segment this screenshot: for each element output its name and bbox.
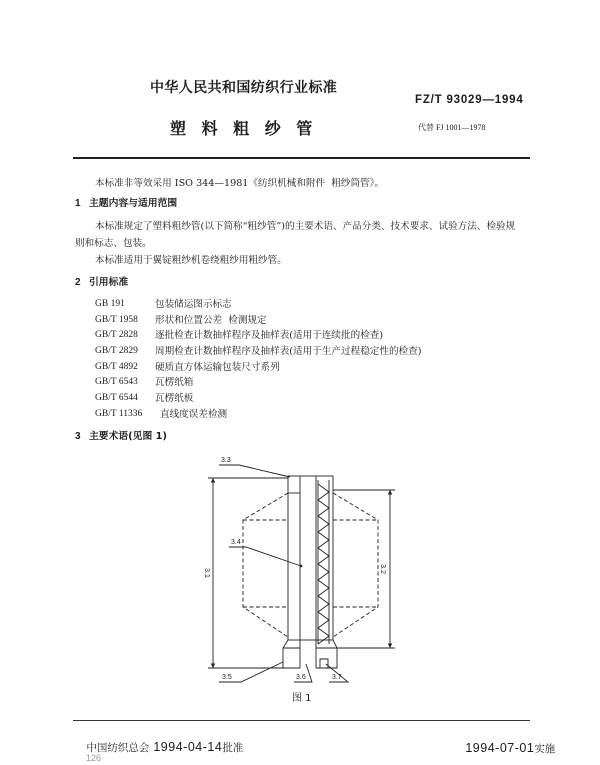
reference-list [95,300,422,426]
org-title: 中华人民共和国纺织行业标准 [150,80,338,96]
leader-3-4-dot [300,565,303,568]
hatch-zigzag [318,484,329,644]
footer-rule [73,720,530,721]
section-3-title: 主要术语(见图 1) [89,431,167,442]
section-1-title: 主题内容与适用范围 [89,198,178,209]
reference-title: 瓦楞纸板 [155,393,194,405]
roving-outline [243,493,378,637]
approver-org: 中国纺织总会 [86,741,150,754]
label-3-6: 3.6 [296,674,306,681]
roving-left-outline [243,493,288,637]
tube-base [283,640,337,668]
reference-item [95,378,422,394]
reference-code: GB/T 11336 [95,408,143,419]
section-3-number: 3 [75,431,81,442]
tube-body [288,476,333,668]
reference-item [95,410,422,426]
bobbin-figure [200,450,410,690]
effective-date: 1994-07-01 [465,740,535,755]
reference-item [95,331,422,347]
section-1-number: 1 [75,198,81,209]
reference-code: GB/T 6544 [95,393,138,404]
reference-code: GB/T 6543 [95,377,138,388]
section-2-number: 2 [75,277,81,288]
reference-item [95,300,422,316]
intro-paragraph: 本标准非等效采用 ISO 344—1981《纺织机械和附件 粗纱筒管》。 [95,178,385,189]
approval-date: 1994-04-14 [153,739,223,754]
figure-caption: 图 1 [292,693,312,704]
document-title: 塑 料 粗 纱 管 [170,119,318,138]
reference-code: GB/T 2828 [95,330,138,341]
page-number: 126 [86,753,102,763]
reference-code: GB 191 [95,299,125,309]
section-1-para-1-line-1: 本标准规定了塑料粗纱管(以下简称“粗纱管”)的主要术语、产品分类、技术要求、试验方法、检验规 [95,221,516,232]
base-right-wall [316,640,337,668]
label-3-3: 3.3 [221,457,231,464]
reference-code: GB/T 4892 [95,361,138,372]
reference-title: 形状和位置公差 检测规定 [155,314,267,326]
reference-code: GB/T 1958 [95,314,138,325]
tube-wall-hatching [318,480,329,644]
label-3-2: 3.2 [379,564,386,574]
label-3-7: 3.7 [332,674,342,681]
reference-title: 包装储运图示标志 [155,299,232,310]
standard-number: FZ/T 93029—1994 [415,94,524,106]
dimension-3-1 [208,478,288,668]
section-1-para-2: 本标准适用于翼锭粗纱机卷绕粗纱用粗纱管。 [95,255,287,266]
label-3-5: 3.5 [222,674,232,681]
reference-title: 周期检查计数抽样程序及抽样表(适用于生产过程稳定性的检查) [155,346,422,358]
leader-3-3 [219,465,290,477]
reference-title: 硬质直方体运输包装尺寸系列 [155,361,280,373]
approval-suffix: 批准 [222,741,244,754]
reference-title: 瓦楞纸箱 [155,377,194,389]
base-notch [320,659,328,668]
label-3-4: 3.4 [231,539,241,546]
reference-item [95,363,422,379]
reference-title: 逐批检查计数抽样程序及抽样表(适用于连续批的检查) [155,330,384,342]
replaces-standard: 代替 FJ 1001—1978 [418,123,486,132]
section-2-title: 引用标准 [89,277,129,288]
leader-3-4 [229,547,301,566]
section-1-para-1-line-2: 则和标志、包装。 [75,238,152,249]
reference-code: GB/T 2829 [95,346,138,357]
roving-right-outline [333,493,378,637]
effective-info [452,731,555,765]
header-rule [73,157,530,159]
reference-title: 直线度误差检测 [160,408,228,420]
reference-item [95,394,422,410]
reference-item [95,347,422,363]
base-left-wall [283,640,300,668]
effective-suffix: 实施 [534,742,556,755]
label-3-1: 3.1 [203,568,210,578]
